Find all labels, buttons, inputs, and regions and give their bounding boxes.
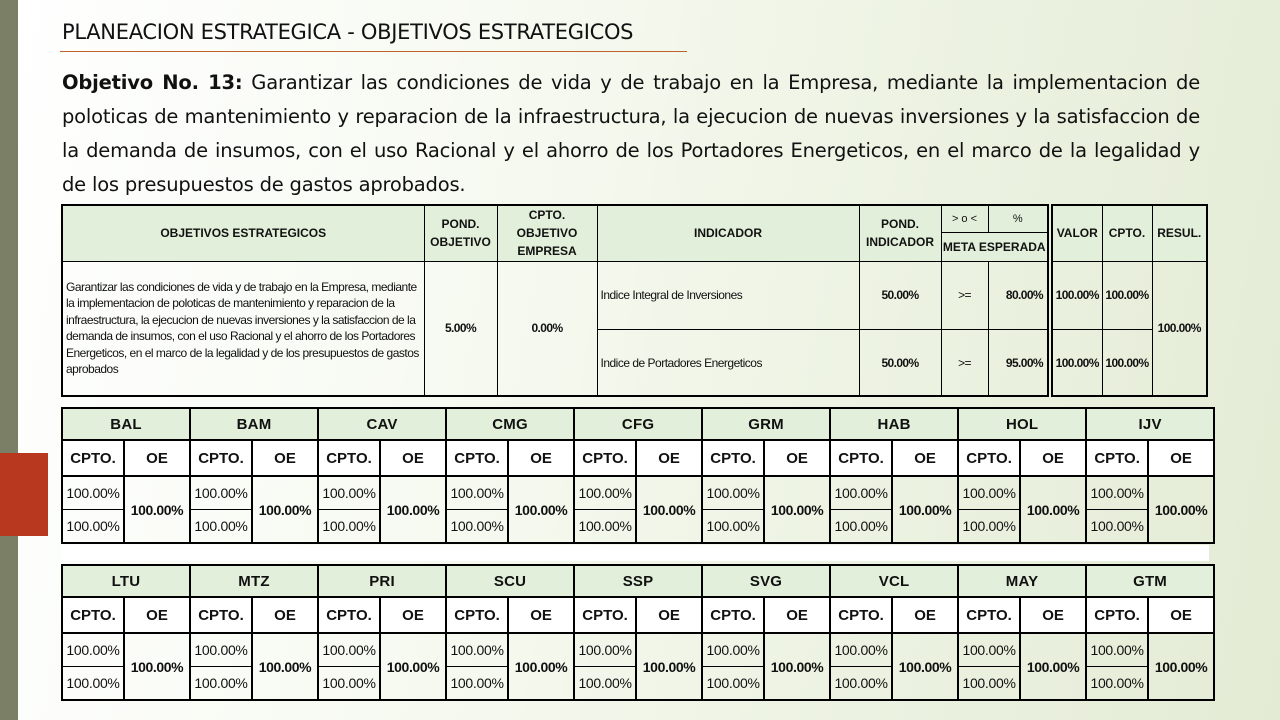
cpto-value: 100.00% <box>190 633 252 667</box>
cpto-value: 100.00% <box>1086 633 1148 667</box>
oe-header: OE <box>124 597 190 633</box>
cpto-value: 100.00% <box>702 510 764 544</box>
oe-header: OE <box>1148 440 1214 476</box>
cpto-header: CPTO. <box>318 440 380 476</box>
oe-header: OE <box>380 440 446 476</box>
unit-name: HOL <box>958 408 1086 440</box>
resul-value: 100.00% <box>1152 261 1207 396</box>
cpto-value: 100.00% <box>830 510 892 544</box>
oe-value: 100.00% <box>636 476 702 543</box>
cpto-value: 100.00% <box>318 667 380 701</box>
unit-name: VCL <box>830 565 958 597</box>
objectives-table <box>61 204 1049 397</box>
cpto-value: 100.00% <box>62 633 124 667</box>
cpto-value: 100.00% <box>1086 667 1148 701</box>
cpto-value: 100.00% <box>574 476 636 510</box>
cpto-value: 100.00% <box>318 476 380 510</box>
unit-name-row <box>62 565 1214 597</box>
oe-header: OE <box>764 597 830 633</box>
oe-value: 100.00% <box>1020 476 1086 543</box>
indicator-operator: >= <box>941 330 988 396</box>
cpto-value: 100.00% <box>574 633 636 667</box>
header-operator: > o < <box>941 205 988 232</box>
cpto-header: CPTO. <box>574 597 636 633</box>
cpto-value: 100.00% <box>958 476 1020 510</box>
header-valor: VALOR <box>1052 205 1102 261</box>
indicator-pond: 50.00% <box>859 261 941 329</box>
oe-header: OE <box>636 597 702 633</box>
cpto-header: CPTO. <box>830 440 892 476</box>
objective-paragraph <box>62 66 1200 202</box>
unit-name: GRM <box>702 408 830 440</box>
cpto-value: 100.00% <box>958 510 1020 544</box>
cpto-header: CPTO. <box>958 440 1020 476</box>
oe-value: 100.00% <box>1020 633 1086 700</box>
oe-header: OE <box>1020 440 1086 476</box>
table-row <box>62 633 1214 667</box>
unit-name: SVG <box>702 565 830 597</box>
header-indicador: INDICADOR <box>597 205 859 261</box>
objective-description: Garantizar las condiciones de vida y de trabajo en la Empresa, mediante la implementacion de poloticas de mantenimiento y reparacion de la infraestructura, la ejecucion de nuevas inversiones y la satisfaccion de la demanda de insumos, con el uso Racional y el ahorro de los Portadores Energeticos, en el marco de la legalidad y de los presupuestos de gastos aprobados <box>62 261 424 396</box>
cpto-header: CPTO. <box>62 440 124 476</box>
cpto-value: 100.00% <box>446 667 508 701</box>
cpto-value: 100.00% <box>62 667 124 701</box>
cpto-value: 100.00% <box>318 510 380 544</box>
unit-name: SCU <box>446 565 574 597</box>
oe-header: OE <box>636 440 702 476</box>
unit-subheader-row <box>62 597 1214 633</box>
cpto-header: CPTO. <box>318 597 380 633</box>
cpto-header: CPTO. <box>1086 597 1148 633</box>
unit-name: PRI <box>318 565 446 597</box>
oe-value: 100.00% <box>892 476 958 543</box>
header-percent: % <box>988 205 1048 232</box>
cpto-value: 100.00% <box>190 667 252 701</box>
oe-value: 100.00% <box>508 633 574 700</box>
indicator-name: Indice de Portadores Energeticos <box>597 330 859 396</box>
unit-name: CAV <box>318 408 446 440</box>
header-cpto-objetivo: CPTO. OBJETIVO EMPRESA <box>497 205 597 261</box>
header-meta-esperada: META ESPERADA <box>941 232 1048 261</box>
left-side-bar <box>0 0 18 720</box>
objective-text: Garantizar las condiciones de vida y de trabajo en la Empresa, mediante la implementacion de poloticas de mantenimiento y reparacion de la infraestructura, la ejecucion de nuevas inversiones y la satisfaccion de la demanda de insumos, con el uso Racional y el ahorro de los Portadores Energeticos, en el marco de la legalidad y de los presupuestos de gastos aprobados. <box>62 71 1201 196</box>
cpto-value: 100.00% <box>574 510 636 544</box>
units-table-2 <box>61 564 1215 701</box>
unit-name: MAY <box>958 565 1086 597</box>
valor-value: 100.00% <box>1052 330 1102 396</box>
unit-name: IJV <box>1086 408 1214 440</box>
cpto-header: CPTO. <box>830 597 892 633</box>
header-pond-objetivo: POND. OBJETIVO <box>424 205 497 261</box>
cpto-value: 100.00% <box>190 510 252 544</box>
cpto-value: 100.00% <box>702 633 764 667</box>
unit-name: CMG <box>446 408 574 440</box>
unit-name: SSP <box>574 565 702 597</box>
oe-value: 100.00% <box>124 476 190 543</box>
header-objetivos: OBJETIVOS ESTRATEGICOS <box>62 205 424 261</box>
oe-value: 100.00% <box>380 633 446 700</box>
header-resul: RESUL. <box>1152 205 1207 261</box>
title-underline <box>60 51 687 52</box>
unit-name: BAM <box>190 408 318 440</box>
oe-value: 100.00% <box>252 476 318 543</box>
cpto-value: 100.00% <box>318 633 380 667</box>
header-pond-indicador: POND. INDICADOR <box>859 205 941 261</box>
indicator-pond: 50.00% <box>859 330 941 396</box>
cpto-value: 100.00% <box>702 667 764 701</box>
oe-value: 100.00% <box>508 476 574 543</box>
cpto-value: 100.00% <box>1102 261 1152 329</box>
unit-subheader-row <box>62 440 1214 476</box>
oe-value: 100.00% <box>252 633 318 700</box>
cpto-value: 100.00% <box>1102 330 1152 396</box>
valor-value: 100.00% <box>1052 261 1102 329</box>
oe-header: OE <box>892 440 958 476</box>
cpto-value: 100.00% <box>574 667 636 701</box>
unit-name: MTZ <box>190 565 318 597</box>
oe-header: OE <box>252 597 318 633</box>
cpto-value: 100.00% <box>62 510 124 544</box>
indicator-meta: 80.00% <box>988 261 1048 329</box>
cpto-header: CPTO. <box>1086 440 1148 476</box>
cpto-value: 100.00% <box>702 476 764 510</box>
oe-header: OE <box>252 440 318 476</box>
cpto-header: CPTO. <box>190 597 252 633</box>
indicator-name: Indice Integral de Inversiones <box>597 261 859 329</box>
oe-value: 100.00% <box>892 633 958 700</box>
unit-name-row <box>62 408 1214 440</box>
red-accent-block <box>0 453 48 536</box>
cpto-header: CPTO. <box>446 440 508 476</box>
oe-header: OE <box>124 440 190 476</box>
oe-value: 100.00% <box>764 476 830 543</box>
oe-header: OE <box>1148 597 1214 633</box>
cpto-value: 100.00% <box>958 633 1020 667</box>
cpto-header: CPTO. <box>958 597 1020 633</box>
units-table-1 <box>61 407 1215 544</box>
cpto-header: CPTO. <box>62 597 124 633</box>
oe-header: OE <box>1020 597 1086 633</box>
oe-header: OE <box>892 597 958 633</box>
cpto-value: 100.00% <box>830 667 892 701</box>
cpto-value: 100.00% <box>830 476 892 510</box>
cpto-value: 100.00% <box>830 633 892 667</box>
cpto-header: CPTO. <box>702 440 764 476</box>
pond-objetivo-value: 5.00% <box>424 261 497 396</box>
table-gap <box>61 545 1209 561</box>
unit-name: BAL <box>62 408 190 440</box>
unit-name: HAB <box>830 408 958 440</box>
oe-header: OE <box>508 440 574 476</box>
indicator-operator: >= <box>941 261 988 329</box>
cpto-value: 100.00% <box>958 667 1020 701</box>
cpto-objetivo-value: 0.00% <box>497 261 597 396</box>
oe-header: OE <box>508 597 574 633</box>
indicator-meta: 95.00% <box>988 330 1048 396</box>
page-title: PLANEACION ESTRATEGICA - OBJETIVOS ESTRATEGICOS <box>62 20 634 44</box>
table-row <box>62 476 1214 510</box>
cpto-header: CPTO. <box>446 597 508 633</box>
cpto-value: 100.00% <box>190 476 252 510</box>
results-table <box>1051 204 1208 397</box>
cpto-value: 100.00% <box>446 476 508 510</box>
unit-name: LTU <box>62 565 190 597</box>
oe-header: OE <box>764 440 830 476</box>
header-cpto: CPTO. <box>1102 205 1152 261</box>
cpto-value: 100.00% <box>446 633 508 667</box>
cpto-header: CPTO. <box>190 440 252 476</box>
unit-name: GTM <box>1086 565 1214 597</box>
cpto-value: 100.00% <box>1086 476 1148 510</box>
cpto-header: CPTO. <box>574 440 636 476</box>
cpto-value: 100.00% <box>446 510 508 544</box>
cpto-value: 100.00% <box>1086 510 1148 544</box>
cpto-value: 100.00% <box>62 476 124 510</box>
objective-label: Objetivo No. 13: <box>62 71 243 94</box>
oe-value: 100.00% <box>1148 476 1214 543</box>
oe-value: 100.00% <box>380 476 446 543</box>
cpto-header: CPTO. <box>702 597 764 633</box>
oe-header: OE <box>380 597 446 633</box>
oe-value: 100.00% <box>636 633 702 700</box>
oe-value: 100.00% <box>124 633 190 700</box>
oe-value: 100.00% <box>1148 633 1214 700</box>
unit-name: CFG <box>574 408 702 440</box>
oe-value: 100.00% <box>764 633 830 700</box>
